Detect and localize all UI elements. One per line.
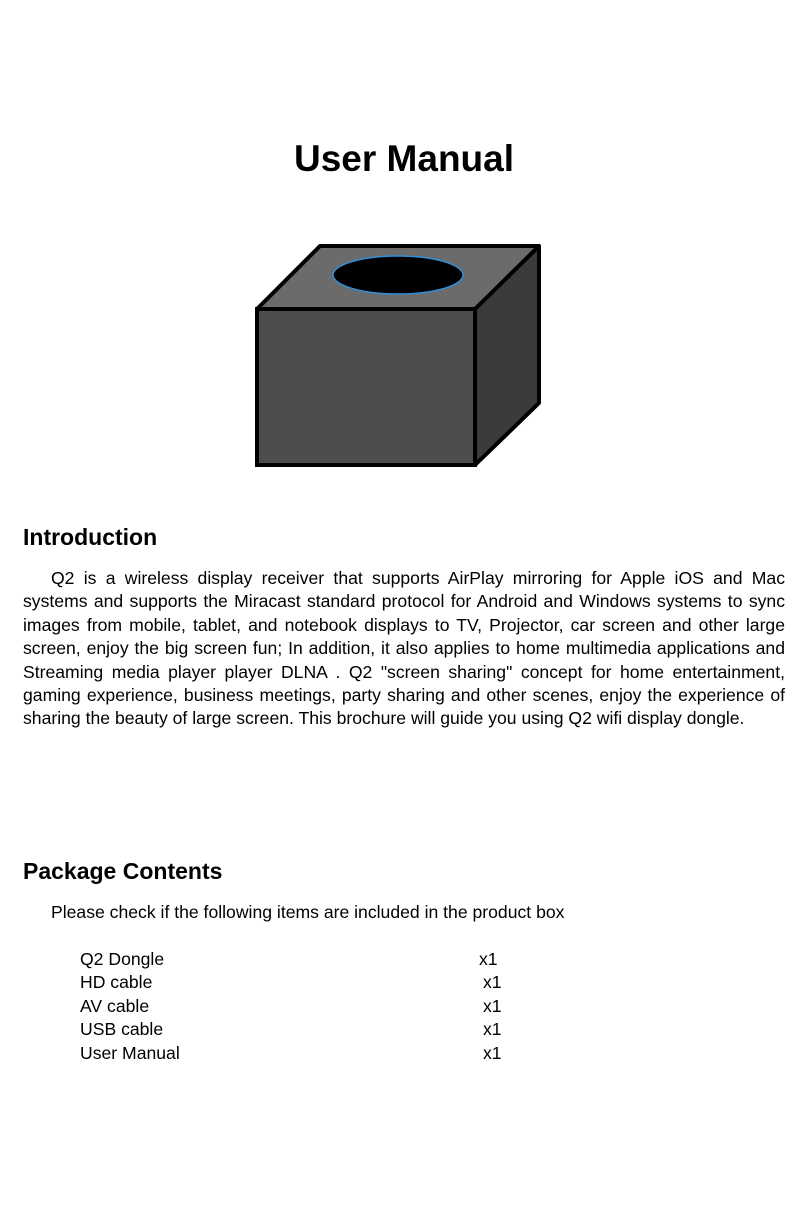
item-name: HD cable (80, 972, 153, 993)
item-name: Q2 Dongle (80, 949, 165, 969)
item-name: USB cable (80, 1019, 164, 1040)
package-item (80, 1042, 520, 1065)
item-name: AV cable (80, 995, 150, 1016)
item-quantity: x1 (483, 995, 502, 1016)
introduction-paragraph: Q2 is a wireless display receiver that supports AirPlay mirroring for Apple iOS and Mac systems and supports the Miracast standard protocol for Android and Windows systems to sync images from mobile, tablet, and notebook displays to TV, Projector, car screen and other large screen, enjoy the big screen fun; In addition, it also applies to home multimedia applications and Streaming media player player DLNA . Q2 "screen sharing" concept for home entertainment, gaming experience, business meetings, party sharing and other scenes, enjoy the experience of sharing the beauty of large screen. This brochure will guide you using Q2 wifi display dongle. (23, 568, 785, 729)
item-quantity: x1 (483, 1042, 502, 1063)
package-item (80, 995, 520, 1018)
package-instruction: Please check if the following items are included in the product box (51, 902, 565, 922)
package-item (80, 1018, 520, 1041)
package-list (80, 948, 520, 1065)
item-quantity: x1 (483, 972, 502, 993)
introduction-heading: Introduction (23, 524, 158, 550)
package-contents-heading: Package Contents (23, 858, 223, 884)
item-quantity: x1 (479, 949, 498, 969)
item-quantity: x1 (483, 1019, 502, 1040)
package-item (80, 971, 520, 994)
page-title: User Manual (293, 138, 514, 179)
product-box-icon (250, 238, 550, 473)
package-item (80, 948, 520, 971)
box-top-opening (333, 256, 463, 294)
box-front-face (257, 309, 475, 465)
item-name: User Manual (80, 1042, 180, 1063)
